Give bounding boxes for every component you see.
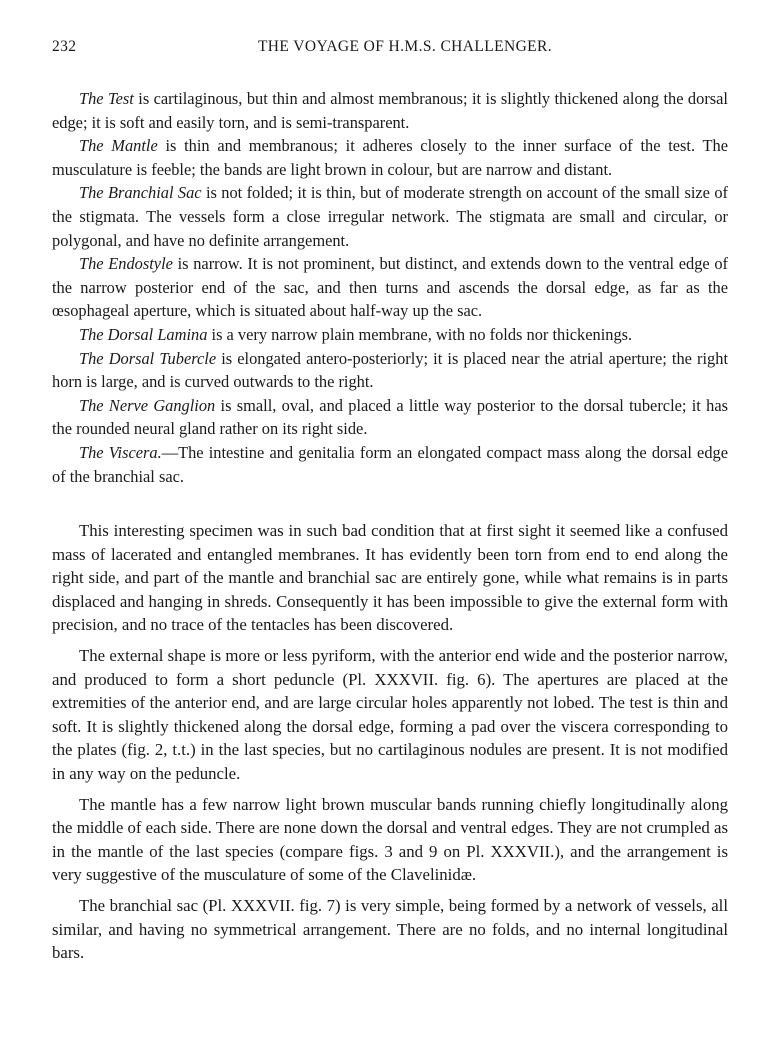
description-text: is elongated antero-posteriorly; it is placed near the atrial aperture; the right horn is large, and is curved outwards to the right.: [52, 348, 728, 392]
running-head: [52, 38, 728, 62]
body-paragraph: The external shape is more or less pyriform, with the anterior end wide and the posterior narrow, and produced to form a short peduncle (Pl. XXXVII. fig. 6). The apertures are placed at the extremities of the anterior end, and are large circular holes apparently not lobed. The test is thin and soft. It is slightly thickened along the dorsal edge, forming a pad over the viscera corresponding to the plates (fig. 2, t.t.) in the last species, but no cartilaginous nodules are present. It is not modified in any way on the peduncle.: [52, 646, 728, 784]
body-paragraph: The branchial sac (Pl. XXXVII. fig. 7) is very simple, being formed by a network of vessels, all similar, and having no symmetrical arrangement. There are no folds, and no internal longitudinal bars.: [52, 896, 728, 963]
body-paragraph: This interesting specimen was in such bad condition that at first sight it seemed like a confused mass of lacerated and entangled membranes. It has evidently been torn from end to end along the right side, and part of the mantle and branchial sac are entirely gone, while what remains is in parts displaced and hanging in shreds. Consequently it has been impossible to give the external form with precision, and no trace of the tentacles has been discovered.: [52, 521, 728, 635]
body-text: [52, 519, 728, 965]
description-text: is narrow. It is not prominent, but distinct, and extends down to the ventral edge of the narrow posterior end of the sac, and then turns and ascends the dorsal edge, as far as the œsophageal aperture, which is situated about half-way up the sac.: [52, 254, 728, 321]
description-paragraph-viscera: [52, 441, 728, 488]
description-text: is a very narrow plain membrane, with no folds nor thickenings.: [207, 324, 633, 344]
description-paragraph-endostyle: [52, 252, 728, 323]
running-title: THE VOYAGE OF H.M.S. CHALLENGER.: [257, 38, 553, 55]
book-page: [52, 38, 728, 972]
description-paragraph-dorsal-lamina: [52, 323, 728, 347]
description-text: is cartilaginous, but thin and almost membranous; it is slightly thickened along the dorsal edge; it is soft and easily torn, and is semi-transparent.: [52, 89, 728, 132]
description-paragraph-dorsal-tubercle: [52, 347, 728, 394]
description-text: —The intestine and genitalia form an elongated compact mass along the dorsal edge of the branchial sac.: [52, 442, 728, 486]
description-heading: The Test: [79, 89, 134, 108]
description-paragraph-branchial-sac: [52, 181, 728, 252]
description-text: is not folded; it is thin, but of moderate strength on account of the small size of the stigmata. The vessels form a close irregular network. The stigmata are small and circular, or polygonal, and have no definite arrangement.: [52, 183, 728, 250]
description-paragraph-test: [52, 87, 728, 134]
description-heading: The Dorsal Lamina: [79, 324, 208, 344]
description-heading: The Endostyle: [79, 254, 173, 274]
description-text: is thin and membranous; it adheres closely to the inner surface of the test. The musculature is feeble; the bands are light brown in colour, but are narrow and distant.: [52, 136, 728, 179]
anatomical-description: [52, 87, 728, 488]
description-heading: The Dorsal Tubercle: [79, 348, 217, 368]
description-heading: The Viscera.: [79, 442, 162, 462]
description-heading: The Nerve Ganglion: [79, 395, 216, 415]
page-number: 232: [52, 38, 77, 55]
description-heading: The Branchial Sac: [79, 183, 202, 203]
body-paragraph: The mantle has a few narrow light brown muscular bands running chiefly longitudinally along the middle of each side. There are none down the dorsal and ventral edges. They are not crumpled as in the mantle of the last species (compare figs. 3 and 9 on Pl. XXXVII.), and the arrangement is very suggestive of the musculature of some of the Clavelinidæ.: [52, 794, 728, 885]
description-paragraph-mantle: [52, 134, 728, 181]
description-paragraph-nerve-ganglion: [52, 394, 728, 441]
description-text: is small, oval, and placed a little way posterior to the dorsal tubercle; it has the rounded neural gland rather on its right side.: [52, 395, 728, 439]
description-heading: The Mantle: [79, 136, 158, 156]
